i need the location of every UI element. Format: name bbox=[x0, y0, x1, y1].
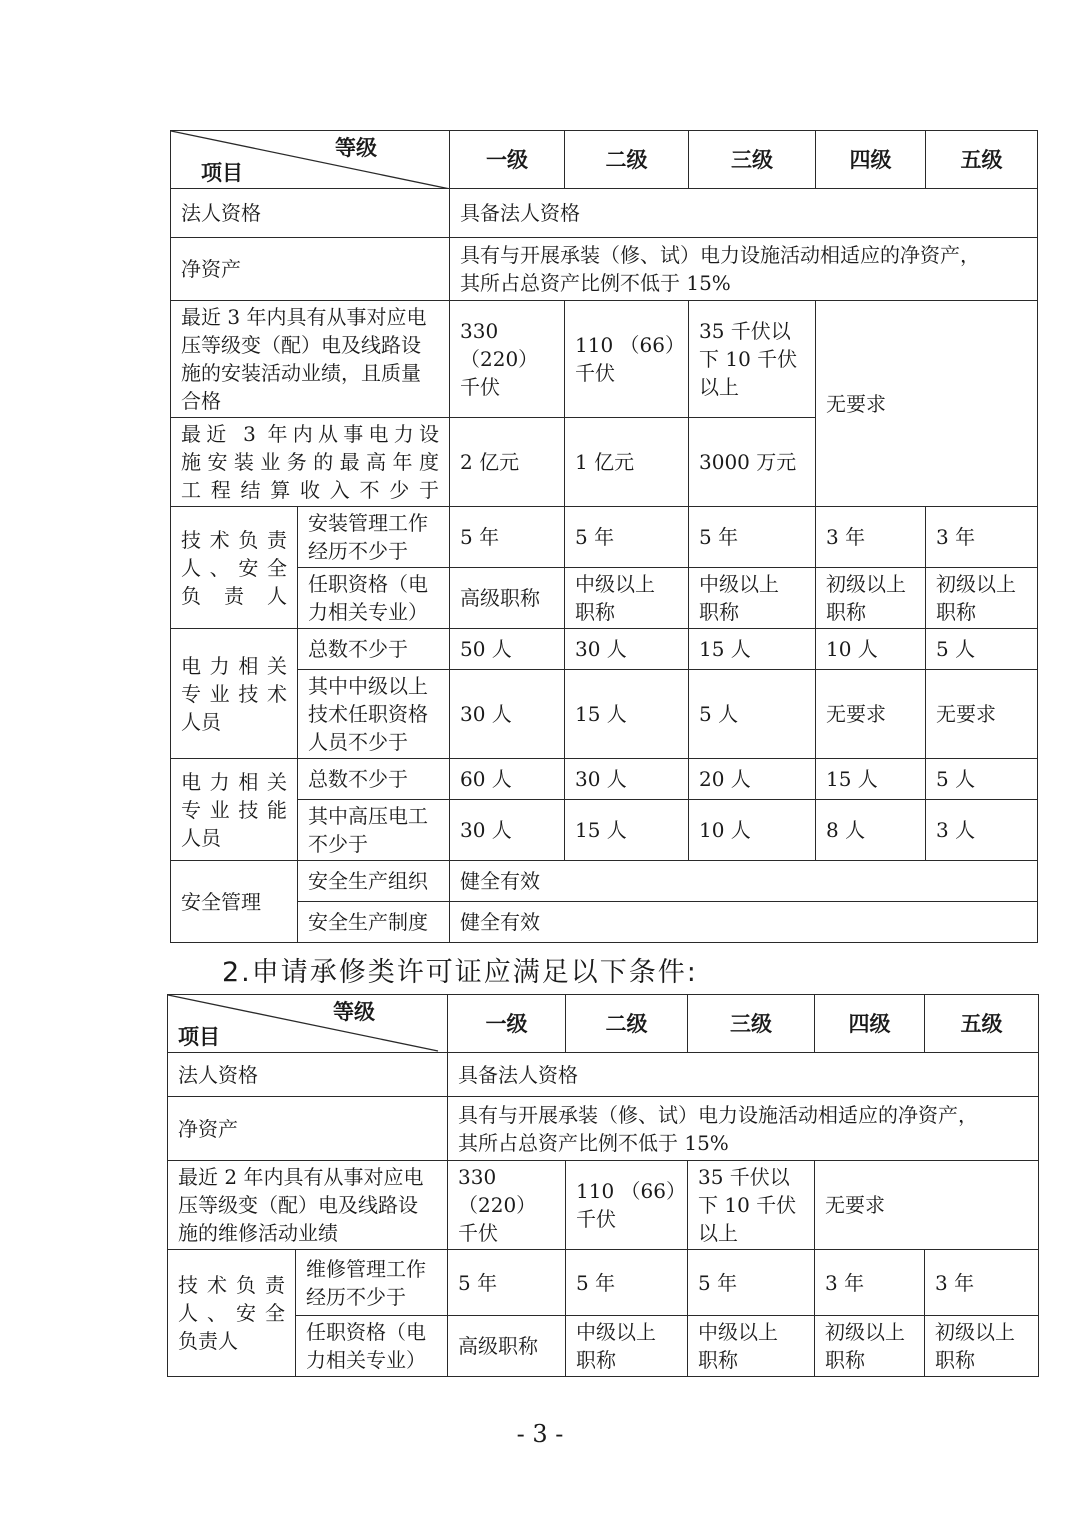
tech-lead-exp-l1: 5 年 bbox=[448, 1250, 566, 1316]
tech-staff-total-l4: 10 人 bbox=[816, 629, 926, 670]
tech-staff-mid-l3: 5 人 bbox=[689, 670, 816, 759]
tech-staff-total-l3: 15 人 bbox=[689, 629, 816, 670]
tech-lead-qual-l1: 高级职称 bbox=[448, 1316, 566, 1377]
tech-lead-exp-l1: 5 年 bbox=[450, 507, 565, 568]
level-1-header: 一级 bbox=[448, 995, 566, 1053]
tech-staff-mid-l4: 无要求 bbox=[816, 670, 926, 759]
performance-l3: 35 千伏以 下 10 千伏 以上 bbox=[688, 1161, 815, 1250]
revenue-l2: 1 亿元 bbox=[565, 418, 689, 507]
skill-staff-label: 电力相关 专业技能 人员 bbox=[171, 759, 298, 861]
tech-staff-total-row bbox=[171, 629, 1038, 670]
section-heading: 2.申请承修类许可证应满足以下条件: bbox=[222, 957, 698, 988]
tech-lead-qual-l3: 中级以上 职称 bbox=[689, 568, 816, 629]
skill-staff-hv-l5: 3 人 bbox=[926, 800, 1038, 861]
skill-staff-hv-l1: 30 人 bbox=[450, 800, 565, 861]
item-header: 项目 bbox=[178, 1024, 220, 1049]
level-4-header: 四级 bbox=[815, 995, 925, 1053]
header-row bbox=[168, 995, 1039, 1053]
legal-value: 具备法人资格 bbox=[448, 1053, 1039, 1097]
revenue-l1: 2 亿元 bbox=[450, 418, 565, 507]
skill-staff-total-l4: 15 人 bbox=[816, 759, 926, 800]
skill-staff-hv-l2: 15 人 bbox=[565, 800, 689, 861]
install-license-table bbox=[170, 130, 1038, 943]
level-2-header: 二级 bbox=[565, 131, 689, 189]
skill-staff-total-l1: 60 人 bbox=[450, 759, 565, 800]
net-assets-value: 具有与开展承装（修、试）电力设施活动相适应的净资产， 其所占总资产比例不低于 15% bbox=[448, 1097, 1039, 1161]
safety-org-row bbox=[171, 861, 1038, 902]
tech-lead-exp-l4: 3 年 bbox=[816, 507, 926, 568]
tech-lead-qual-row bbox=[171, 568, 1038, 629]
repair-license-table bbox=[167, 994, 1039, 1377]
item-header: 项目 bbox=[201, 160, 243, 185]
tech-staff-total-l2: 30 人 bbox=[565, 629, 689, 670]
performance-l2: 110 （66） 千伏 bbox=[566, 1161, 688, 1250]
tech-lead-label: 技术负责 人、安全 负责人 bbox=[171, 507, 298, 629]
tech-lead-qual-row bbox=[168, 1316, 1039, 1377]
legal-label: 法人资格 bbox=[171, 189, 450, 238]
performance-label: 最近 3 年内具有从事对应电 压等级变（配）电及线路设 施的安装活动业绩，且质量 合格 bbox=[171, 301, 450, 418]
revenue-l3: 3000 万元 bbox=[689, 418, 816, 507]
tech-lead-qual-l3: 中级以上 职称 bbox=[688, 1316, 815, 1377]
corner-header-cell bbox=[168, 995, 448, 1053]
tech-lead-qual-label: 任职资格（电 力相关专业） bbox=[296, 1316, 448, 1377]
level-5-header: 五级 bbox=[926, 131, 1038, 189]
skill-staff-total-label: 总数不少于 bbox=[298, 759, 450, 800]
page-number: - 3 - bbox=[516, 1420, 564, 1448]
safety-sys-row bbox=[171, 902, 1038, 943]
tech-lead-exp-l5: 3 年 bbox=[926, 507, 1038, 568]
skill-staff-hv-row bbox=[171, 800, 1038, 861]
tech-lead-qual-l4: 初级以上 职称 bbox=[815, 1316, 925, 1377]
net-assets-row bbox=[171, 238, 1038, 301]
skill-staff-total-l5: 5 人 bbox=[926, 759, 1038, 800]
header-row bbox=[171, 131, 1038, 189]
level-5-header: 五级 bbox=[925, 995, 1039, 1053]
tech-lead-qual-l4: 初级以上 职称 bbox=[816, 568, 926, 629]
skill-staff-total-row bbox=[171, 759, 1038, 800]
level-1-header: 一级 bbox=[450, 131, 565, 189]
tech-lead-qual-l1: 高级职称 bbox=[450, 568, 565, 629]
legal-label: 法人资格 bbox=[168, 1053, 448, 1097]
level-3-header: 三级 bbox=[688, 995, 815, 1053]
performance-l1: 330（220） 千伏 bbox=[450, 301, 565, 418]
safety-org-label: 安全生产组织 bbox=[298, 861, 450, 902]
tech-staff-mid-l5: 无要求 bbox=[926, 670, 1038, 759]
skill-staff-hv-label: 其中高压电工 不少于 bbox=[298, 800, 450, 861]
performance-row bbox=[171, 301, 1038, 418]
performance-l45: 无要求 bbox=[815, 1161, 1039, 1250]
skill-staff-total-l2: 30 人 bbox=[565, 759, 689, 800]
tech-staff-mid-row bbox=[171, 670, 1038, 759]
tech-staff-mid-label: 其中中级以上 技术任职资格 人员不少于 bbox=[298, 670, 450, 759]
performance-l45: 无要求 bbox=[816, 301, 1038, 507]
tech-lead-qual-l2: 中级以上 职称 bbox=[566, 1316, 688, 1377]
skill-staff-total-l3: 20 人 bbox=[689, 759, 816, 800]
level-header: 等级 bbox=[335, 135, 377, 160]
safety-label: 安全管理 bbox=[171, 861, 298, 943]
tech-lead-label: 技术负责 人、安全 负责人 bbox=[168, 1250, 296, 1377]
tech-staff-total-l5: 5 人 bbox=[926, 629, 1038, 670]
tech-staff-total-label: 总数不少于 bbox=[298, 629, 450, 670]
safety-sys-label: 安全生产制度 bbox=[298, 902, 450, 943]
performance-l1: 330（220） 千伏 bbox=[448, 1161, 566, 1250]
tech-staff-label: 电力相关 专业技术 人员 bbox=[171, 629, 298, 759]
tech-lead-exp-row bbox=[171, 507, 1038, 568]
level-2-header: 二级 bbox=[566, 995, 688, 1053]
tech-lead-exp-label: 安装管理工作 经历不少于 bbox=[298, 507, 450, 568]
tech-lead-qual-label: 任职资格（电 力相关专业） bbox=[298, 568, 450, 629]
tech-lead-qual-l2: 中级以上 职称 bbox=[565, 568, 689, 629]
skill-staff-hv-l4: 8 人 bbox=[816, 800, 926, 861]
level-3-header: 三级 bbox=[689, 131, 816, 189]
performance-l2: 110 （66） 千伏 bbox=[565, 301, 689, 418]
corner-header-cell bbox=[171, 131, 450, 189]
level-4-header: 四级 bbox=[816, 131, 926, 189]
net-assets-row bbox=[168, 1097, 1039, 1161]
revenue-label: 最近 3 年内从事电力设 施安装业务的最高年度 工程结算收入不少于 bbox=[171, 418, 450, 507]
tech-lead-exp-l3: 5 年 bbox=[689, 507, 816, 568]
level-header: 等级 bbox=[333, 999, 375, 1024]
net-assets-value: 具有与开展承装（修、试）电力设施活动相适应的净资产， 其所占总资产比例不低于 15% bbox=[450, 238, 1038, 301]
legal-row bbox=[171, 189, 1038, 238]
tech-staff-total-l1: 50 人 bbox=[450, 629, 565, 670]
safety-sys-value: 健全有效 bbox=[450, 902, 1038, 943]
tech-lead-qual-l5: 初级以上 职称 bbox=[926, 568, 1038, 629]
tech-lead-exp-l3: 5 年 bbox=[688, 1250, 815, 1316]
net-assets-label: 净资产 bbox=[168, 1097, 448, 1161]
legal-row bbox=[168, 1053, 1039, 1097]
tech-lead-qual-l5: 初级以上 职称 bbox=[925, 1316, 1039, 1377]
tech-lead-exp-l2: 5 年 bbox=[566, 1250, 688, 1316]
tech-lead-exp-l4: 3 年 bbox=[815, 1250, 925, 1316]
performance-row bbox=[168, 1161, 1039, 1250]
performance-l3: 35 千伏以 下 10 千伏 以上 bbox=[689, 301, 816, 418]
safety-org-value: 健全有效 bbox=[450, 861, 1038, 902]
skill-staff-hv-l3: 10 人 bbox=[689, 800, 816, 861]
tech-staff-mid-l2: 15 人 bbox=[565, 670, 689, 759]
net-assets-label: 净资产 bbox=[171, 238, 450, 301]
tech-lead-exp-l5: 3 年 bbox=[925, 1250, 1039, 1316]
legal-value: 具备法人资格 bbox=[450, 189, 1038, 238]
performance-label: 最近 2 年内具有从事对应电 压等级变（配）电及线路设 施的维修活动业绩 bbox=[168, 1161, 448, 1250]
tech-lead-exp-label: 维修管理工作 经历不少于 bbox=[296, 1250, 448, 1316]
tech-lead-exp-row bbox=[168, 1250, 1039, 1316]
tech-lead-exp-l2: 5 年 bbox=[565, 507, 689, 568]
tech-staff-mid-l1: 30 人 bbox=[450, 670, 565, 759]
